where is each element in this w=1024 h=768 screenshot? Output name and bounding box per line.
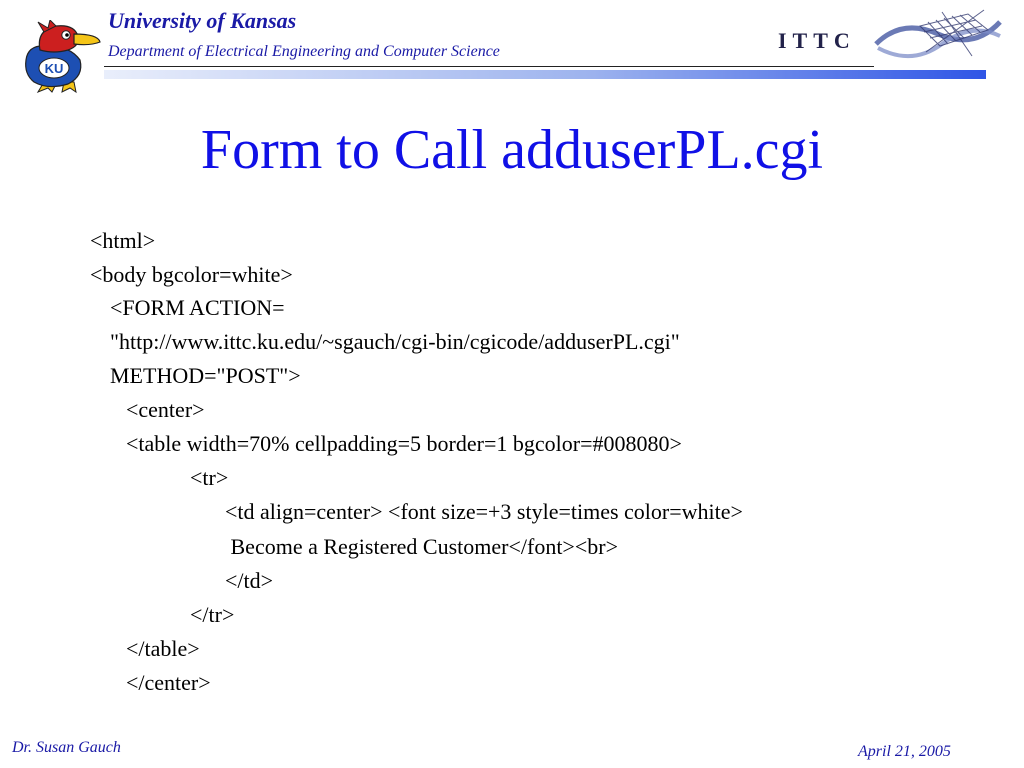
code-line: METHOD="POST">: [110, 363, 301, 388]
slide-title: Form to Call adduserPL.cgi: [200, 119, 824, 181]
header-divider: [104, 66, 874, 67]
code-line: </tr>: [190, 602, 235, 627]
ittc-label: ITTC: [778, 28, 856, 53]
ku-logo-text: KU: [44, 61, 64, 76]
code-line: </td>: [225, 568, 274, 593]
jayhawk-logo-icon: [18, 20, 102, 94]
code-line: </table>: [126, 636, 200, 661]
code-line: <body bgcolor=white>: [90, 262, 293, 287]
code-line: "http://www.ittc.ku.edu/~sgauch/cgi-bin/cgicode/adduserPL.cgi": [110, 329, 680, 354]
code-line: <table width=70% cellpadding=5 border=1 bgcolor=#008080>: [126, 431, 682, 456]
code-line: <center>: [126, 397, 205, 422]
footer-date: April 21, 2005: [858, 743, 951, 760]
department-name: Department of Electrical Engineering and Computer Science: [108, 43, 500, 60]
code-line: <td align=center> <font size=+3 style=times color=white>: [225, 499, 743, 524]
ittc-network-logo-icon: [872, 6, 1004, 70]
code-line: <tr>: [190, 465, 229, 490]
code-line: Become a Registered Customer</font><br>: [225, 534, 618, 559]
code-line: <html>: [90, 228, 156, 253]
code-line: </center>: [126, 670, 211, 695]
code-line: <FORM ACTION=: [110, 295, 285, 320]
footer-author: Dr. Susan Gauch: [12, 739, 121, 756]
header-gradient-band: [104, 70, 986, 79]
university-name: University of Kansas: [108, 8, 297, 33]
